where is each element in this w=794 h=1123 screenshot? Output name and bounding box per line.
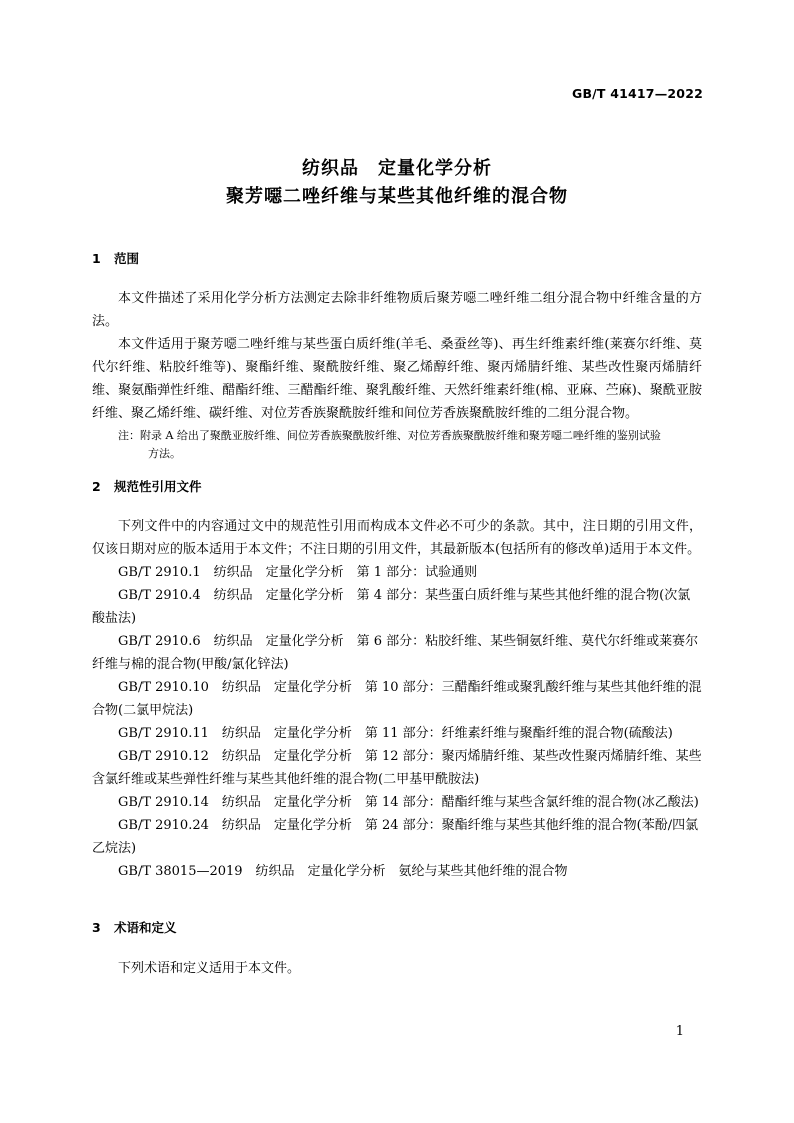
paragraph: 下列文件中的内容通过文中的规范性引用而构成本文件必不可少的条款。其中，注日期的引用文件，仅该日期对应的版本适用于本文件；不注日期的引用文件，其最新版本(包括所有的修改单)适用于本文件。 — [92, 519, 702, 557]
paragraph: 本文件适用于聚芳噁二唑纤维与某些蛋白质纤维(羊毛、桑蚕丝等)、再生纤维素纤维(莱赛尔纤维、莫代尔纤维、粘胶纤维等)、聚酯纤维、聚酰胺纤维、聚乙烯醇纤维、聚丙烯腈纤维、某些改性聚丙烯腈纤维、聚氨酯弹性纤维、醋酯纤维、三醋酯纤维、聚乳酸纤维、天然纤维素纤维(棉、亚麻、苎麻)、聚酰亚胺纤维、聚乙烯纤维、碳纤维、对位芳香族聚酰胺纤维和间位芳香族聚酰胺纤维的二组分混合物。 — [92, 337, 702, 421]
section-number: 3 — [92, 920, 101, 935]
section-references-body — [92, 515, 702, 883]
section-heading-terms — [92, 918, 177, 936]
reference-item: GB/T 38015—2019 纺织品 定量化学分析 氨纶与某些其他纤维的混合物 — [118, 864, 568, 879]
reference-item: GB/T 2910.6 纺织品 定量化学分析 第 6 部分：粘胶纤维、某些铜氨纤维、莫代尔纤维或莱赛尔纤维与棉的混合物(甲酸/氯化锌法) — [92, 634, 699, 672]
reference-item: GB/T 2910.24 纺织品 定量化学分析 第 24 部分：聚酯纤维与某些其他纤维的混合物(苯酚/四氯乙烷法) — [92, 818, 699, 856]
section-title: 规范性引用文件 — [114, 479, 202, 494]
paragraph: 本文件描述了采用化学分析方法测定去除非纤维物质后聚芳噁二唑纤维二组分混合物中纤维含量的方法。 — [92, 291, 702, 329]
section-number: 2 — [92, 479, 101, 494]
reference-item: GB/T 2910.4 纺织品 定量化学分析 第 4 部分：某些蛋白质纤维与某些其他纤维的混合物(次氯酸盐法) — [92, 588, 691, 626]
reference-item: GB/T 2910.11 纺织品 定量化学分析 第 11 部分：纤维素纤维与聚酯纤维的混合物(硫酸法) — [118, 726, 673, 741]
paragraph: 下列术语和定义适用于本文件。 — [118, 961, 301, 976]
reference-item: GB/T 2910.10 纺织品 定量化学分析 第 10 部分：三醋酯纤维或聚乳酸纤维与某些其他纤维的混合物(二氯甲烷法) — [92, 680, 702, 718]
reference-item: GB/T 2910.12 纺织品 定量化学分析 第 12 部分：聚丙烯腈纤维、某些改性聚丙烯腈纤维、某些含氯纤维或某些弹性纤维与某些其他纤维的混合物(二甲基甲酰胺法) — [92, 749, 702, 787]
section-title: 术语和定义 — [114, 920, 177, 935]
section-title: 范围 — [114, 251, 140, 266]
section-number: 1 — [92, 251, 101, 266]
section-heading-scope — [92, 249, 139, 267]
document-title-line2: 聚芳噁二唑纤维与某些其他纤维的混合物 — [226, 186, 568, 207]
note — [92, 427, 702, 463]
section-scope-body — [92, 287, 702, 463]
standard-code: GB/T 41417—2022 — [571, 86, 703, 101]
reference-item: GB/T 2910.14 纺织品 定量化学分析 第 14 部分：醋酯纤维与某些含氯纤维的混合物(冰乙酸法) — [118, 795, 699, 810]
note-line: 注：附录 A 给出了聚酰亚胺纤维、间位芳香族聚酰胺纤维、对位芳香族聚酰胺纤维和聚芳噁二唑纤维的鉴别试验 — [118, 429, 661, 442]
page-number: 1 — [675, 1024, 684, 1039]
note-line: 方法。 — [148, 447, 181, 460]
document-title-line1: 纺织品 定量化学分析 — [302, 158, 492, 179]
reference-item: GB/T 2910.1 纺织品 定量化学分析 第 1 部分：试验通则 — [118, 565, 478, 580]
section-terms-body — [92, 957, 702, 980]
section-heading-normative-references — [92, 477, 202, 495]
